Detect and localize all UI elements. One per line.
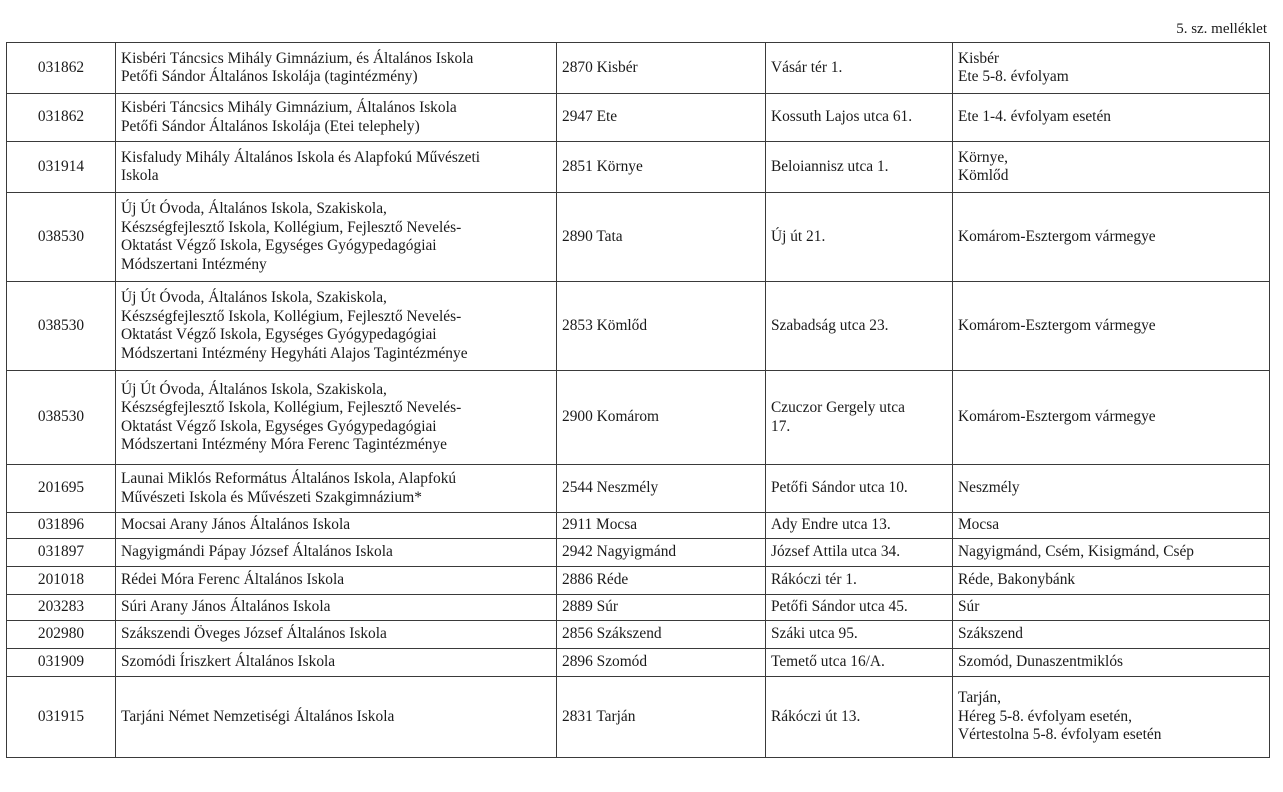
school-name-cell: Tarjáni Német Nemzetiségi Általános Iskola [116, 677, 557, 758]
school-name-cell: Kisbéri Táncsics Mihály Gimnázium, és Általános Iskola Petőfi Sándor Általános Iskolája (tagintézmény) [116, 43, 557, 94]
table-row [7, 649, 1270, 677]
address-cell: Vásár tér 1. [766, 43, 953, 94]
table-row [7, 465, 1270, 513]
address-cell: Kossuth Lajos utca 61. [766, 94, 953, 142]
school-name-cell: Nagyigmándi Pápay József Általános Iskola [116, 539, 557, 567]
school-name-cell: Mocsai Arany János Általános Iskola [116, 513, 557, 539]
district-cell: Környe, Kömlőd [953, 142, 1270, 193]
city-cell: 2900 Komárom [557, 371, 766, 465]
om-id-cell: 201018 [7, 567, 116, 595]
city-cell: 2831 Tarján [557, 677, 766, 758]
address-cell: Temető utca 16/A. [766, 649, 953, 677]
address-cell: Czuczor Gergely utca 17. [766, 371, 953, 465]
district-cell: Réde, Bakonybánk [953, 567, 1270, 595]
address-cell: Ady Endre utca 13. [766, 513, 953, 539]
district-cell: Kisbér Ete 5-8. évfolyam [953, 43, 1270, 94]
school-name-cell: Kisbéri Táncsics Mihály Gimnázium, Általános Iskola Petőfi Sándor Általános Iskolája (Etei telephely) [116, 94, 557, 142]
district-cell: Szomód, Dunaszentmiklós [953, 649, 1270, 677]
address-cell: Rákóczi út 13. [766, 677, 953, 758]
address-cell: Új út 21. [766, 193, 953, 282]
school-name-cell: Rédei Móra Ferenc Általános Iskola [116, 567, 557, 595]
table-row [7, 371, 1270, 465]
district-cell: Ete 1-4. évfolyam esetén [953, 94, 1270, 142]
district-cell: Nagyigmánd, Csém, Kisigmánd, Csép [953, 539, 1270, 567]
city-cell: 2942 Nagyigmánd [557, 539, 766, 567]
school-name-cell: Súri Arany János Általános Iskola [116, 595, 557, 621]
schools-table [6, 42, 1270, 758]
district-cell: Komárom-Esztergom vármegye [953, 282, 1270, 371]
address-cell: Szabadság utca 23. [766, 282, 953, 371]
city-cell: 2890 Tata [557, 193, 766, 282]
city-cell: 2896 Szomód [557, 649, 766, 677]
table-row [7, 539, 1270, 567]
district-cell: Mocsa [953, 513, 1270, 539]
om-id-cell: 031915 [7, 677, 116, 758]
om-id-cell: 038530 [7, 371, 116, 465]
table-row [7, 513, 1270, 539]
om-id-cell: 031897 [7, 539, 116, 567]
school-name-cell: Szomódi Íriszkert Általános Iskola [116, 649, 557, 677]
school-name-cell: Kisfaludy Mihály Általános Iskola és Alapfokú Művészeti Iskola [116, 142, 557, 193]
district-cell: Komárom-Esztergom vármegye [953, 371, 1270, 465]
om-id-cell: 031896 [7, 513, 116, 539]
om-id-cell: 031862 [7, 43, 116, 94]
annex-label: 5. sz. melléklet [1176, 21, 1267, 37]
table-row [7, 595, 1270, 621]
table-row [7, 193, 1270, 282]
om-id-cell: 201695 [7, 465, 116, 513]
om-id-cell: 031862 [7, 94, 116, 142]
table-row [7, 621, 1270, 649]
address-cell: József Attila utca 34. [766, 539, 953, 567]
om-id-cell: 038530 [7, 193, 116, 282]
table-row [7, 567, 1270, 595]
district-cell: Tarján, Héreg 5-8. évfolyam esetén, Vértestolna 5-8. évfolyam esetén [953, 677, 1270, 758]
district-cell: Súr [953, 595, 1270, 621]
table-row [7, 142, 1270, 193]
city-cell: 2911 Mocsa [557, 513, 766, 539]
table-row [7, 43, 1270, 94]
address-cell: Beloiannisz utca 1. [766, 142, 953, 193]
school-name-cell: Új Út Óvoda, Általános Iskola, Szakiskola, Készségfejlesztő Iskola, Kollégium, Fejlesztő Nevelés- Oktatást Végző Iskola, Egységes Gyógypedagógiai Módszertani Intézmény Móra Ferenc Tagintézménye [116, 371, 557, 465]
address-cell: Száki utca 95. [766, 621, 953, 649]
school-name-cell: Szákszendi Öveges József Általános Iskola [116, 621, 557, 649]
city-cell: 2853 Kömlőd [557, 282, 766, 371]
address-cell: Petőfi Sándor utca 10. [766, 465, 953, 513]
om-id-cell: 203283 [7, 595, 116, 621]
om-id-cell: 031909 [7, 649, 116, 677]
city-cell: 2889 Súr [557, 595, 766, 621]
city-cell: 2851 Környe [557, 142, 766, 193]
city-cell: 2947 Ete [557, 94, 766, 142]
city-cell: 2856 Szákszend [557, 621, 766, 649]
table-row [7, 677, 1270, 758]
address-cell: Rákóczi tér 1. [766, 567, 953, 595]
city-cell: 2544 Neszmély [557, 465, 766, 513]
district-cell: Komárom-Esztergom vármegye [953, 193, 1270, 282]
school-name-cell: Launai Miklós Református Általános Iskola, Alapfokú Művészeti Iskola és Művészeti Szakgimnázium* [116, 465, 557, 513]
table-row [7, 94, 1270, 142]
city-cell: 2886 Réde [557, 567, 766, 595]
om-id-cell: 038530 [7, 282, 116, 371]
om-id-cell: 031914 [7, 142, 116, 193]
district-cell: Szákszend [953, 621, 1270, 649]
om-id-cell: 202980 [7, 621, 116, 649]
table-row [7, 282, 1270, 371]
school-name-cell: Új Út Óvoda, Általános Iskola, Szakiskola, Készségfejlesztő Iskola, Kollégium, Fejlesztő Nevelés- Oktatást Végző Iskola, Egységes Gyógypedagógiai Módszertani Intézmény Hegyháti Alajos Tagintézménye [116, 282, 557, 371]
address-cell: Petőfi Sándor utca 45. [766, 595, 953, 621]
school-name-cell: Új Út Óvoda, Általános Iskola, Szakiskola, Készségfejlesztő Iskola, Kollégium, Fejlesztő Nevelés- Oktatást Végző Iskola, Egységes Gyógypedagógiai Módszertani Intézmény [116, 193, 557, 282]
city-cell: 2870 Kisbér [557, 43, 766, 94]
district-cell: Neszmély [953, 465, 1270, 513]
